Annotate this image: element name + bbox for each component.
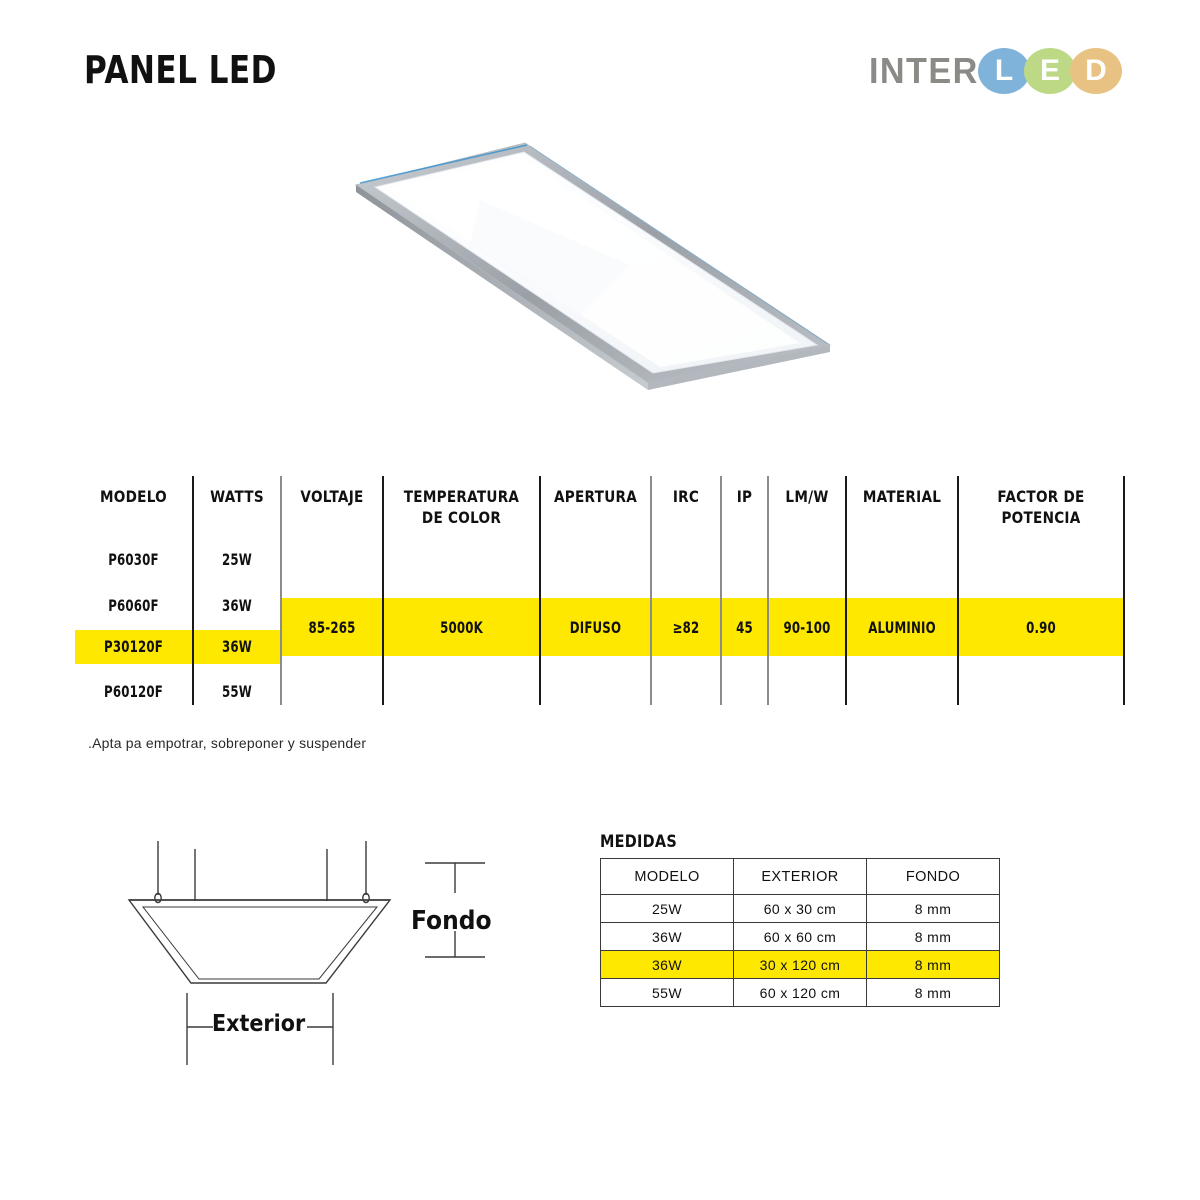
cell-temperatura: 5000K [440, 618, 483, 637]
diagram-label-fondo: Fondo [411, 906, 492, 936]
column-header-modelo: MODELO [100, 487, 167, 506]
column-header-irc: IRC [672, 487, 700, 506]
spec-divider-1 [192, 476, 194, 705]
medidas-cell-exterior: 60 x 30 cm [734, 895, 867, 923]
spec-divider-2 [280, 476, 282, 705]
medidas-row-highlighted [601, 951, 1000, 979]
spec-divider-7 [767, 476, 769, 705]
spec-divider-4 [539, 476, 541, 705]
medidas-cell-fondo: 8 mm [867, 951, 1000, 979]
cell-factor: 0.90 [1026, 618, 1056, 637]
cell-modelo-0: P6030F [108, 550, 159, 569]
logo-letter-e: E [1039, 54, 1060, 87]
medidas-cell-modelo: 36W [601, 923, 734, 951]
medidas-row [601, 895, 1000, 923]
column-header-material: MATERIAL [862, 487, 942, 506]
medidas-cell-fondo: 8 mm [867, 895, 1000, 923]
cell-watts-2: 36W [222, 637, 252, 656]
medidas-header-fondo: FONDO [867, 859, 1000, 895]
product-panel-illustration [330, 105, 850, 405]
medidas-cell-exterior: 60 x 120 cm [734, 979, 867, 1007]
cell-ip: 45 [736, 618, 753, 637]
medidas-header-row [601, 859, 1000, 895]
medidas-title: MEDIDAS [600, 832, 677, 852]
cell-material: ALUMINIO [868, 618, 936, 637]
cell-watts-3: 55W [222, 682, 252, 701]
medidas-row [601, 923, 1000, 951]
column-header-watts: WATTS [210, 487, 264, 506]
medidas-row [601, 979, 1000, 1007]
column-header-lmw: LM/W [785, 487, 829, 506]
cell-irc: ≥82 [672, 618, 700, 637]
spec-divider-3 [382, 476, 384, 705]
medidas-cell-exterior: 60 x 60 cm [734, 923, 867, 951]
logo-letter-l: L [994, 54, 1014, 87]
column-header-factor-line1: FACTOR DE [997, 487, 1085, 506]
column-header-apertura: APERTURA [553, 487, 638, 506]
spec-divider-5 [650, 476, 652, 705]
cell-modelo-3: P60120F [104, 682, 163, 701]
dimension-diagram [105, 835, 535, 1065]
spec-divider-8 [845, 476, 847, 705]
medidas-header-modelo: MODELO [601, 859, 734, 895]
column-header-temperatura-line2: DE COLOR [421, 508, 502, 527]
spec-divider-10 [1123, 476, 1125, 705]
cell-voltaje: 85-265 [308, 618, 356, 637]
logo-circle-e [1024, 48, 1076, 94]
medidas-cell-fondo: 8 mm [867, 979, 1000, 1007]
column-header-temperatura-line1: TEMPERATURA [403, 487, 520, 506]
logo-circle-l [978, 48, 1030, 94]
spec-divider-6 [720, 476, 722, 705]
logo-letter-d: D [1085, 54, 1107, 87]
interled-logo [869, 44, 1123, 98]
suspended-panel-drawing [105, 835, 535, 1065]
medidas-cell-modelo: 36W [601, 951, 734, 979]
logo-wordmark: INTER [868, 50, 979, 91]
diagram-label-exterior: Exterior [212, 1011, 306, 1037]
medidas-cell-fondo: 8 mm [867, 923, 1000, 951]
cell-apertura: DIFUSO [569, 618, 622, 637]
page-title: PANEL LED [84, 48, 277, 92]
logo-circle-d [1070, 48, 1122, 94]
spec-divider-9 [957, 476, 959, 705]
cell-watts-0: 25W [222, 550, 252, 569]
cell-modelo-2: P30120F [104, 637, 163, 656]
medidas-header-exterior: EXTERIOR [734, 859, 867, 895]
column-header-factor-line2: POTENCIA [1001, 508, 1081, 527]
cell-modelo-1: P6060F [108, 596, 159, 615]
medidas-cell-exterior: 30 x 120 cm [734, 951, 867, 979]
medidas-cell-modelo: 25W [601, 895, 734, 923]
column-header-voltaje: VOLTAJE [300, 487, 364, 506]
spec-table-note: .Apta pa empotrar, sobreponer y suspender [88, 735, 367, 751]
cell-lmw: 90-100 [783, 618, 831, 637]
specifications-table [75, 470, 1125, 710]
product-photo [330, 105, 850, 405]
medidas-cell-modelo: 55W [601, 979, 734, 1007]
medidas-table [600, 858, 1000, 1007]
column-header-ip: IP [736, 487, 753, 506]
cell-watts-1: 36W [222, 596, 252, 615]
